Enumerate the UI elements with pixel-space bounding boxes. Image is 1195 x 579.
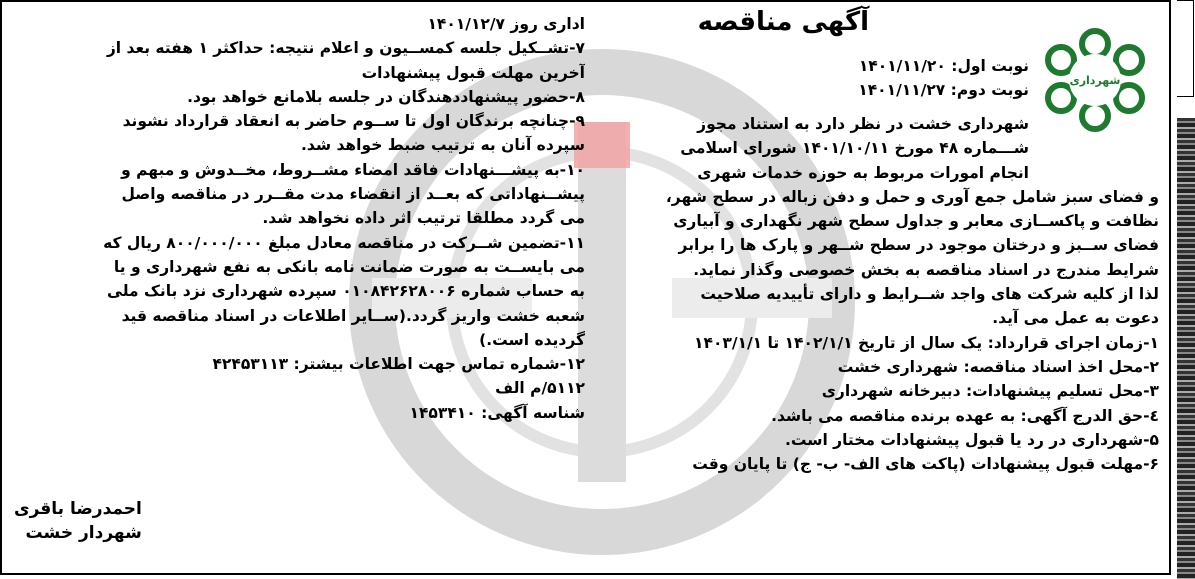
clause-line: می بایســت به صورت ضمانت نامه بانکی به نفع شهرداری و یا	[113, 257, 585, 276]
intro-line: لذا از کلیه شرکت های واجد شــرایط و دارای تأییدیه صلاحیت	[700, 285, 1159, 304]
notice-body-left	[10, 12, 585, 425]
clause-line: می گردد مطلقا ترتیب اثر داده نخواهد شد.	[262, 209, 585, 228]
clause-line: ۳-محل تسلیم پیشنهادات: دبیرخانه شهرداری	[821, 382, 1159, 401]
reference-code: ۵۱۱۲/م الف	[495, 379, 585, 398]
adjacent-box	[1177, 0, 1194, 97]
intro-line: شـــماره ۴۸ مورخ ۱۴۰۱/۱۰/۱۱ شورای اسلامی	[680, 139, 1029, 158]
left-column	[10, 2, 585, 573]
signer-title: شهردار خشت	[25, 523, 142, 543]
intro-line: شهرداری خشت در نظر دارد به استناد مجوز	[697, 115, 1029, 133]
clause-line: ۷-تشــکیل جلسه کمســیون و اعلام نتیجه: حداکثر ۱ هفته بعد از	[106, 39, 585, 58]
clause-line: ۹-چنانچه برندگان اول تا ســوم حاضر به انعقاد قرارداد نشوند	[122, 112, 585, 131]
intro-line: و فضای سبز شامل جمع آوری و حمل و دفن زباله در سطح شهر،	[665, 187, 1159, 206]
clause-line: به حساب شماره ۰۱۰۸۴۲۶۲۸۰۰۶ سپرده شهرداری نزد بانک ملی	[107, 282, 585, 301]
clause-line: ۶-مهلت قبول پیشنهادات (پاکت های الف- ب- ج) تا پایان وقت	[692, 455, 1159, 474]
notice-header	[614, 2, 1159, 112]
clause-line: ۸-حضور پیشنهاددهندگان در جلسه بلامانع خواهد بود.	[187, 87, 585, 106]
signer-name: احمدرضا باقری	[14, 499, 142, 519]
clause-line: ۲-محل اخذ اسناد مناقصه: شهرداری خشت	[837, 357, 1159, 376]
right-column	[614, 2, 1159, 573]
signature-block	[14, 497, 142, 545]
clause-line: گردیده است.)	[479, 330, 585, 349]
clause-line: شعبه خشت واریز گردد.(ســایر اطلاعات در اسناد مناقصه قید	[121, 306, 585, 325]
clause-line: اداری روز ۱۴۰۱/۱۲/۷	[427, 15, 585, 33]
notice-dates	[629, 54, 1029, 103]
contact-line: ۱۲-شماره تماس جهت اطلاعات بیشتر: ۴۲۴۵۳۱۱۳	[212, 355, 585, 374]
clause-line: ۱-زمان اجرای قرارداد: یک سال از تاریخ ۱۴۰۲/۱/۱ تا ۱۴۰۳/۱/۱	[694, 333, 1159, 352]
clause-line: پیشــنهاداتی که بعــد از انقضاء مدت مقــرر در مناقصه واصل	[121, 185, 585, 204]
second-round-date: نوبت دوم: ۱۴۰۱/۱۱/۲۷	[858, 81, 1029, 100]
intro-line: انجام امورات مربوط به حوزه خدمات شهری	[697, 163, 1029, 182]
adjacent-page-strip	[1175, 0, 1195, 579]
clause-line: ۱۰-به پیشـــنهادات فاقد امضاء مشــروط، مخــدوش و مبهم و	[121, 160, 585, 179]
intro-line: دعوت به عمل می آید.	[992, 309, 1159, 328]
notice-title: آگهی مناقصه	[697, 7, 869, 37]
adjacent-image-strip	[1177, 118, 1195, 579]
logo-text: شهرداری	[1069, 74, 1121, 87]
intro-line: نظافت و پاکســازی معابر و جداول سطح شهر نگهداری و آبیاری	[673, 212, 1159, 231]
notice-id: شناسه آگهی: ۱۴۵۳۴۱۰	[409, 403, 585, 422]
clause-line: ٤-حق الدرج آگهی: به عهده برنده مناقصه می باشد.	[771, 406, 1159, 425]
clause-line: سپرده آنان به ترتیب ضبط خواهد شد.	[300, 136, 585, 155]
clause-line: ۵-شهرداری در رد یا قبول پیشنهادات مختار است.	[784, 430, 1159, 449]
intro-line: شرایط مندرج در اسناد مناقصه به بخش خصوصی وگذار نماید.	[693, 260, 1159, 279]
clause-line: آخرین مهلت قبول پیشنهادات	[361, 63, 585, 82]
first-round-date: نوبت اول: ۱۴۰۱/۱۱/۲۰	[858, 57, 1029, 75]
clause-line: ۱۱-تضمین شــرکت در مناقصه معادل مبلغ ۸۰۰/۰۰۰/۰۰۰ ریال که	[103, 233, 585, 252]
intro-line: فضای ســبز و درختان موجود در سطح شــهر و پارک ها را برابر	[678, 236, 1159, 255]
notice-body-right	[614, 112, 1159, 476]
